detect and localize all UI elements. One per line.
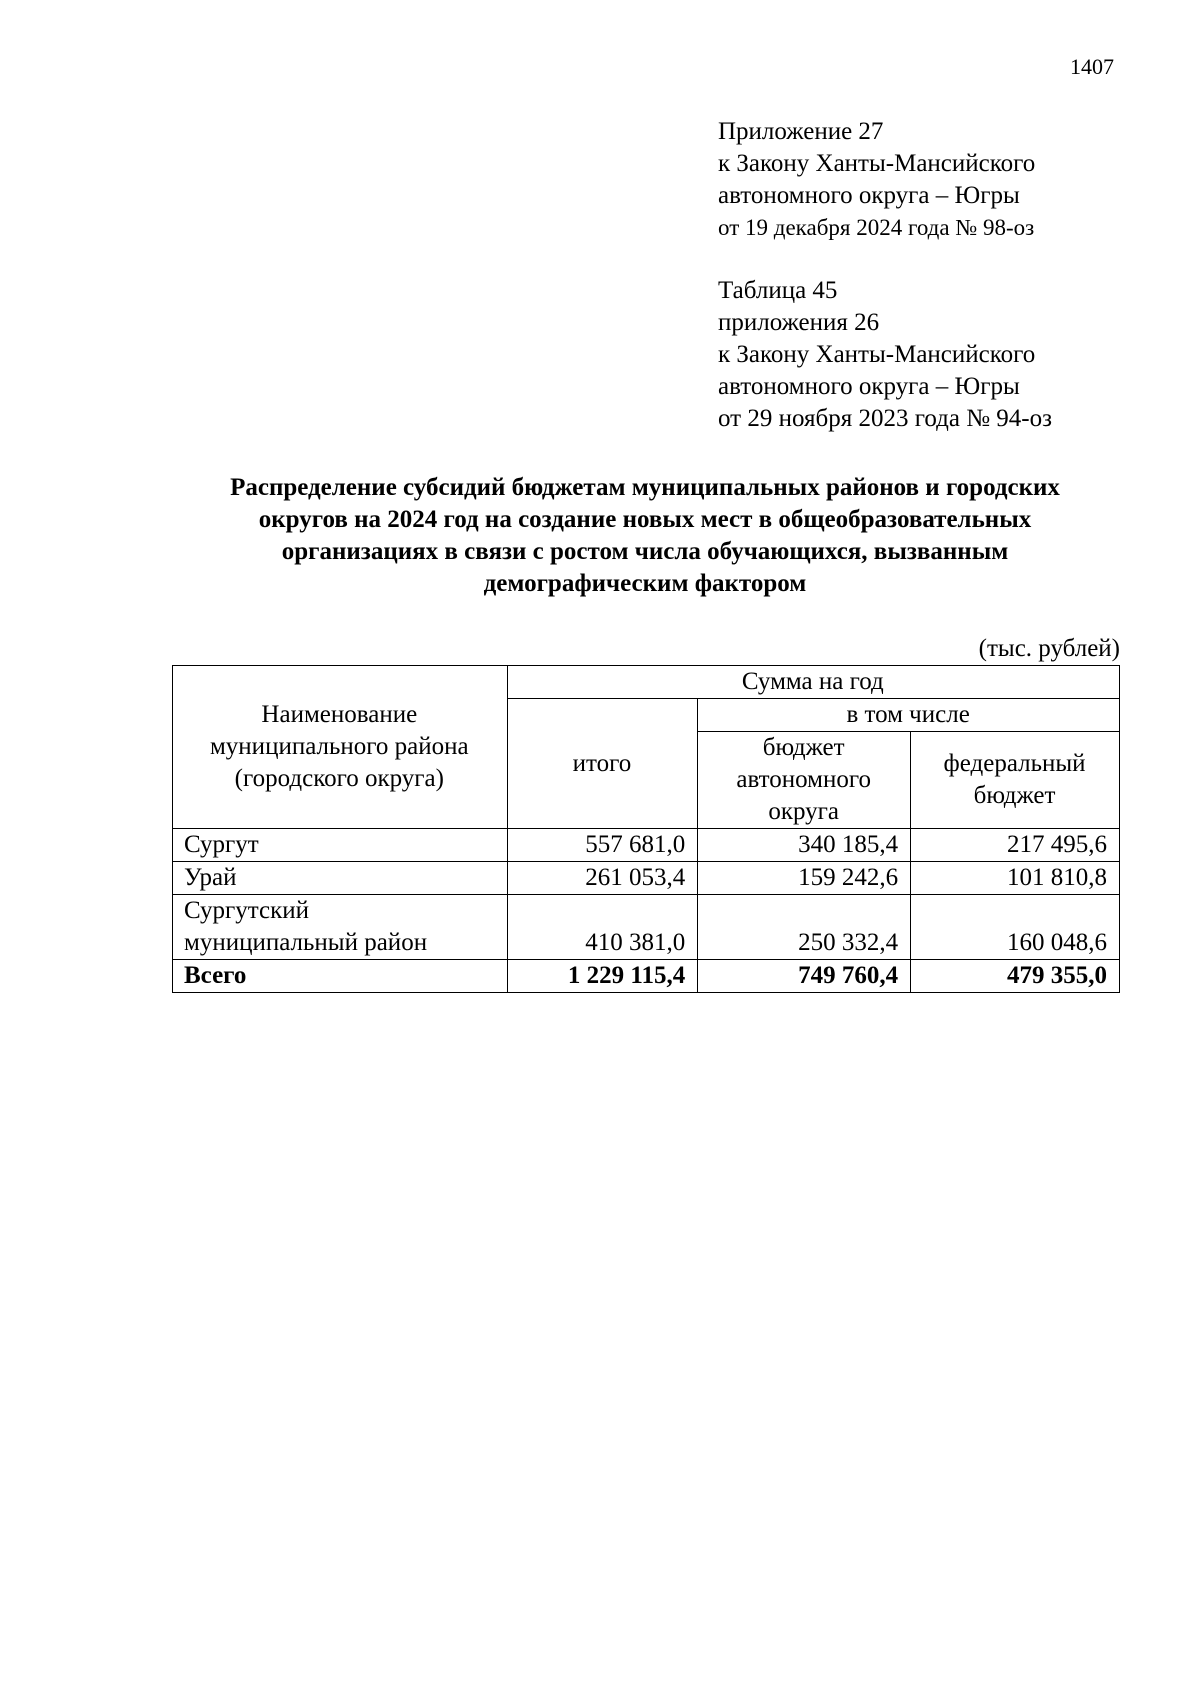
table-row [173,829,1120,862]
cell-name: Сургут [173,829,508,862]
cell-federal: 160 048,6 [911,895,1120,960]
table-row [173,895,1120,960]
table-reference [718,275,1052,435]
annex-header-line: к Закону Ханты-Мансийского [718,150,1036,177]
cell-regional: 159 242,6 [698,862,911,895]
header-name: Наименование муниципального района (городского округа) [173,666,508,829]
table-reference-line: приложения 26 [718,309,880,336]
cell-name: Сургутский муниципальный район [173,895,508,960]
annex-header-line: автономного округа – Югры [718,182,1020,209]
header-sum-per-year: Сумма на год [507,666,1119,699]
table-reference-line: от 29 ноября 2023 года № 94-оз [718,405,1052,432]
header-regional-budget: бюджет автономного округа [698,732,911,829]
cell-name: Урай [173,862,508,895]
total-row [173,960,1120,993]
annex-header-line: от 19 декабря 2024 года № 98-оз [718,215,1035,240]
cell-total: 557 681,0 [507,829,698,862]
cell-federal: 101 810,8 [911,862,1120,895]
table-reference-line: Таблица 45 [718,277,838,304]
title-line: Распределение субсидий бюджетам муниципальных районов и городских [230,474,1060,501]
header-including: в том числе [698,699,1120,732]
cell-total: 261 053,4 [507,862,698,895]
annex-header [718,116,1035,244]
total-regional: 749 760,4 [698,960,911,993]
subsidy-table [172,665,1120,993]
title-line: организациях в связи с ростом числа обучающихся, вызванным [281,538,1009,565]
table-reference-line: к Закону Ханты-Мансийского [718,341,1036,368]
total-label: Всего [173,960,508,993]
title-line: демографическим фактором [483,570,807,597]
cell-total: 410 381,0 [507,895,698,960]
table-reference-line: автономного округа – Югры [718,373,1020,400]
header-federal-budget: федеральный бюджет [911,732,1120,829]
annex-header-line: Приложение 27 [718,118,884,145]
total-sum: 1 229 115,4 [507,960,698,993]
document-title [160,472,1130,600]
header-row [173,666,1120,699]
cell-regional: 250 332,4 [698,895,911,960]
page-number: 1407 [1070,54,1114,79]
header-total: итого [507,699,698,829]
table-row [173,862,1120,895]
units-label: (тыс. рублей) [978,635,1120,662]
total-federal: 479 355,0 [911,960,1120,993]
cell-federal: 217 495,6 [911,829,1120,862]
cell-regional: 340 185,4 [698,829,911,862]
title-line: округов на 2024 год на создание новых мест в общеобразовательных [258,506,1032,533]
